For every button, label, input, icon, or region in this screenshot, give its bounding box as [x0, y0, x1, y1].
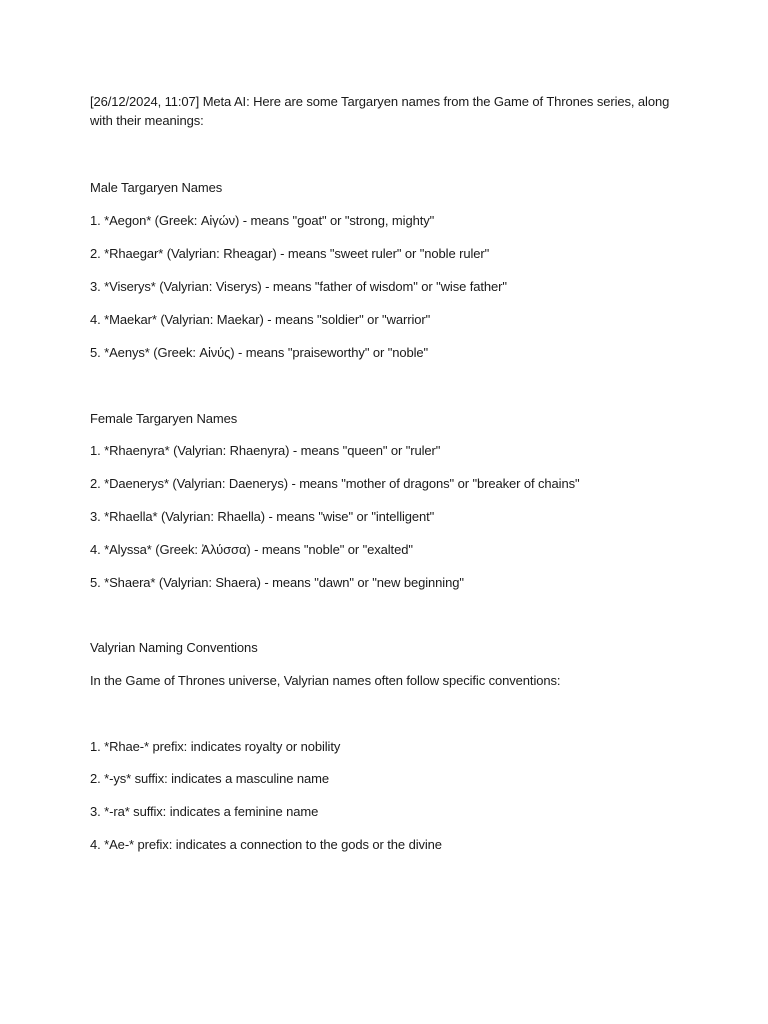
intro-line-1: [26/12/2024, 11:07] Meta AI: Here are some Targaryen names from the Game of Thrones series, along: [90, 94, 670, 109]
male-name-item: 3. *Viserys* (Valyrian: Viserys) - means "father of wisdom" or "wise father": [90, 279, 507, 294]
convention-item: 2. *-ys* suffix: indicates a masculine name: [90, 771, 329, 786]
convention-item: 3. *-ra* suffix: indicates a feminine name: [90, 804, 319, 819]
female-name-item: 5. *Shaera* (Valyrian: Shaera) - means "dawn" or "new beginning": [90, 575, 464, 590]
conventions-intro: In the Game of Thrones universe, Valyrian names often follow specific conventions:: [90, 673, 561, 688]
conventions-heading: Valyrian Naming Conventions: [90, 640, 258, 655]
male-names-heading: Male Targaryen Names: [90, 180, 223, 195]
female-names-heading: Female Targaryen Names: [90, 411, 238, 426]
intro-line-2: with their meanings:: [90, 113, 204, 128]
male-name-item: 5. *Aenys* (Greek: Αἰνύς) - means "praiseworthy" or "noble": [90, 345, 429, 360]
female-name-item: 4. *Alyssa* (Greek: Ἀλύσσα) - means "noble" or "exalted": [90, 542, 413, 557]
convention-item: 1. *Rhae-* prefix: indicates royalty or nobility: [90, 739, 341, 754]
female-name-item: 3. *Rhaella* (Valyrian: Rhaella) - means "wise" or "intelligent": [90, 509, 435, 524]
male-name-item: 1. *Aegon* (Greek: Αἰγών) - means "goat" or "strong, mighty": [90, 213, 435, 228]
female-name-item: 2. *Daenerys* (Valyrian: Daenerys) - means "mother of dragons" or "breaker of chains": [90, 476, 580, 491]
convention-item: 4. *Ae-* prefix: indicates a connection to the gods or the divine: [90, 837, 442, 852]
female-name-item: 1. *Rhaenyra* (Valyrian: Rhaenyra) - means "queen" or "ruler": [90, 443, 441, 458]
male-name-item: 2. *Rhaegar* (Valyrian: Rheagar) - means "sweet ruler" or "noble ruler": [90, 246, 490, 261]
male-name-item: 4. *Maekar* (Valyrian: Maekar) - means "soldier" or "warrior": [90, 312, 431, 327]
